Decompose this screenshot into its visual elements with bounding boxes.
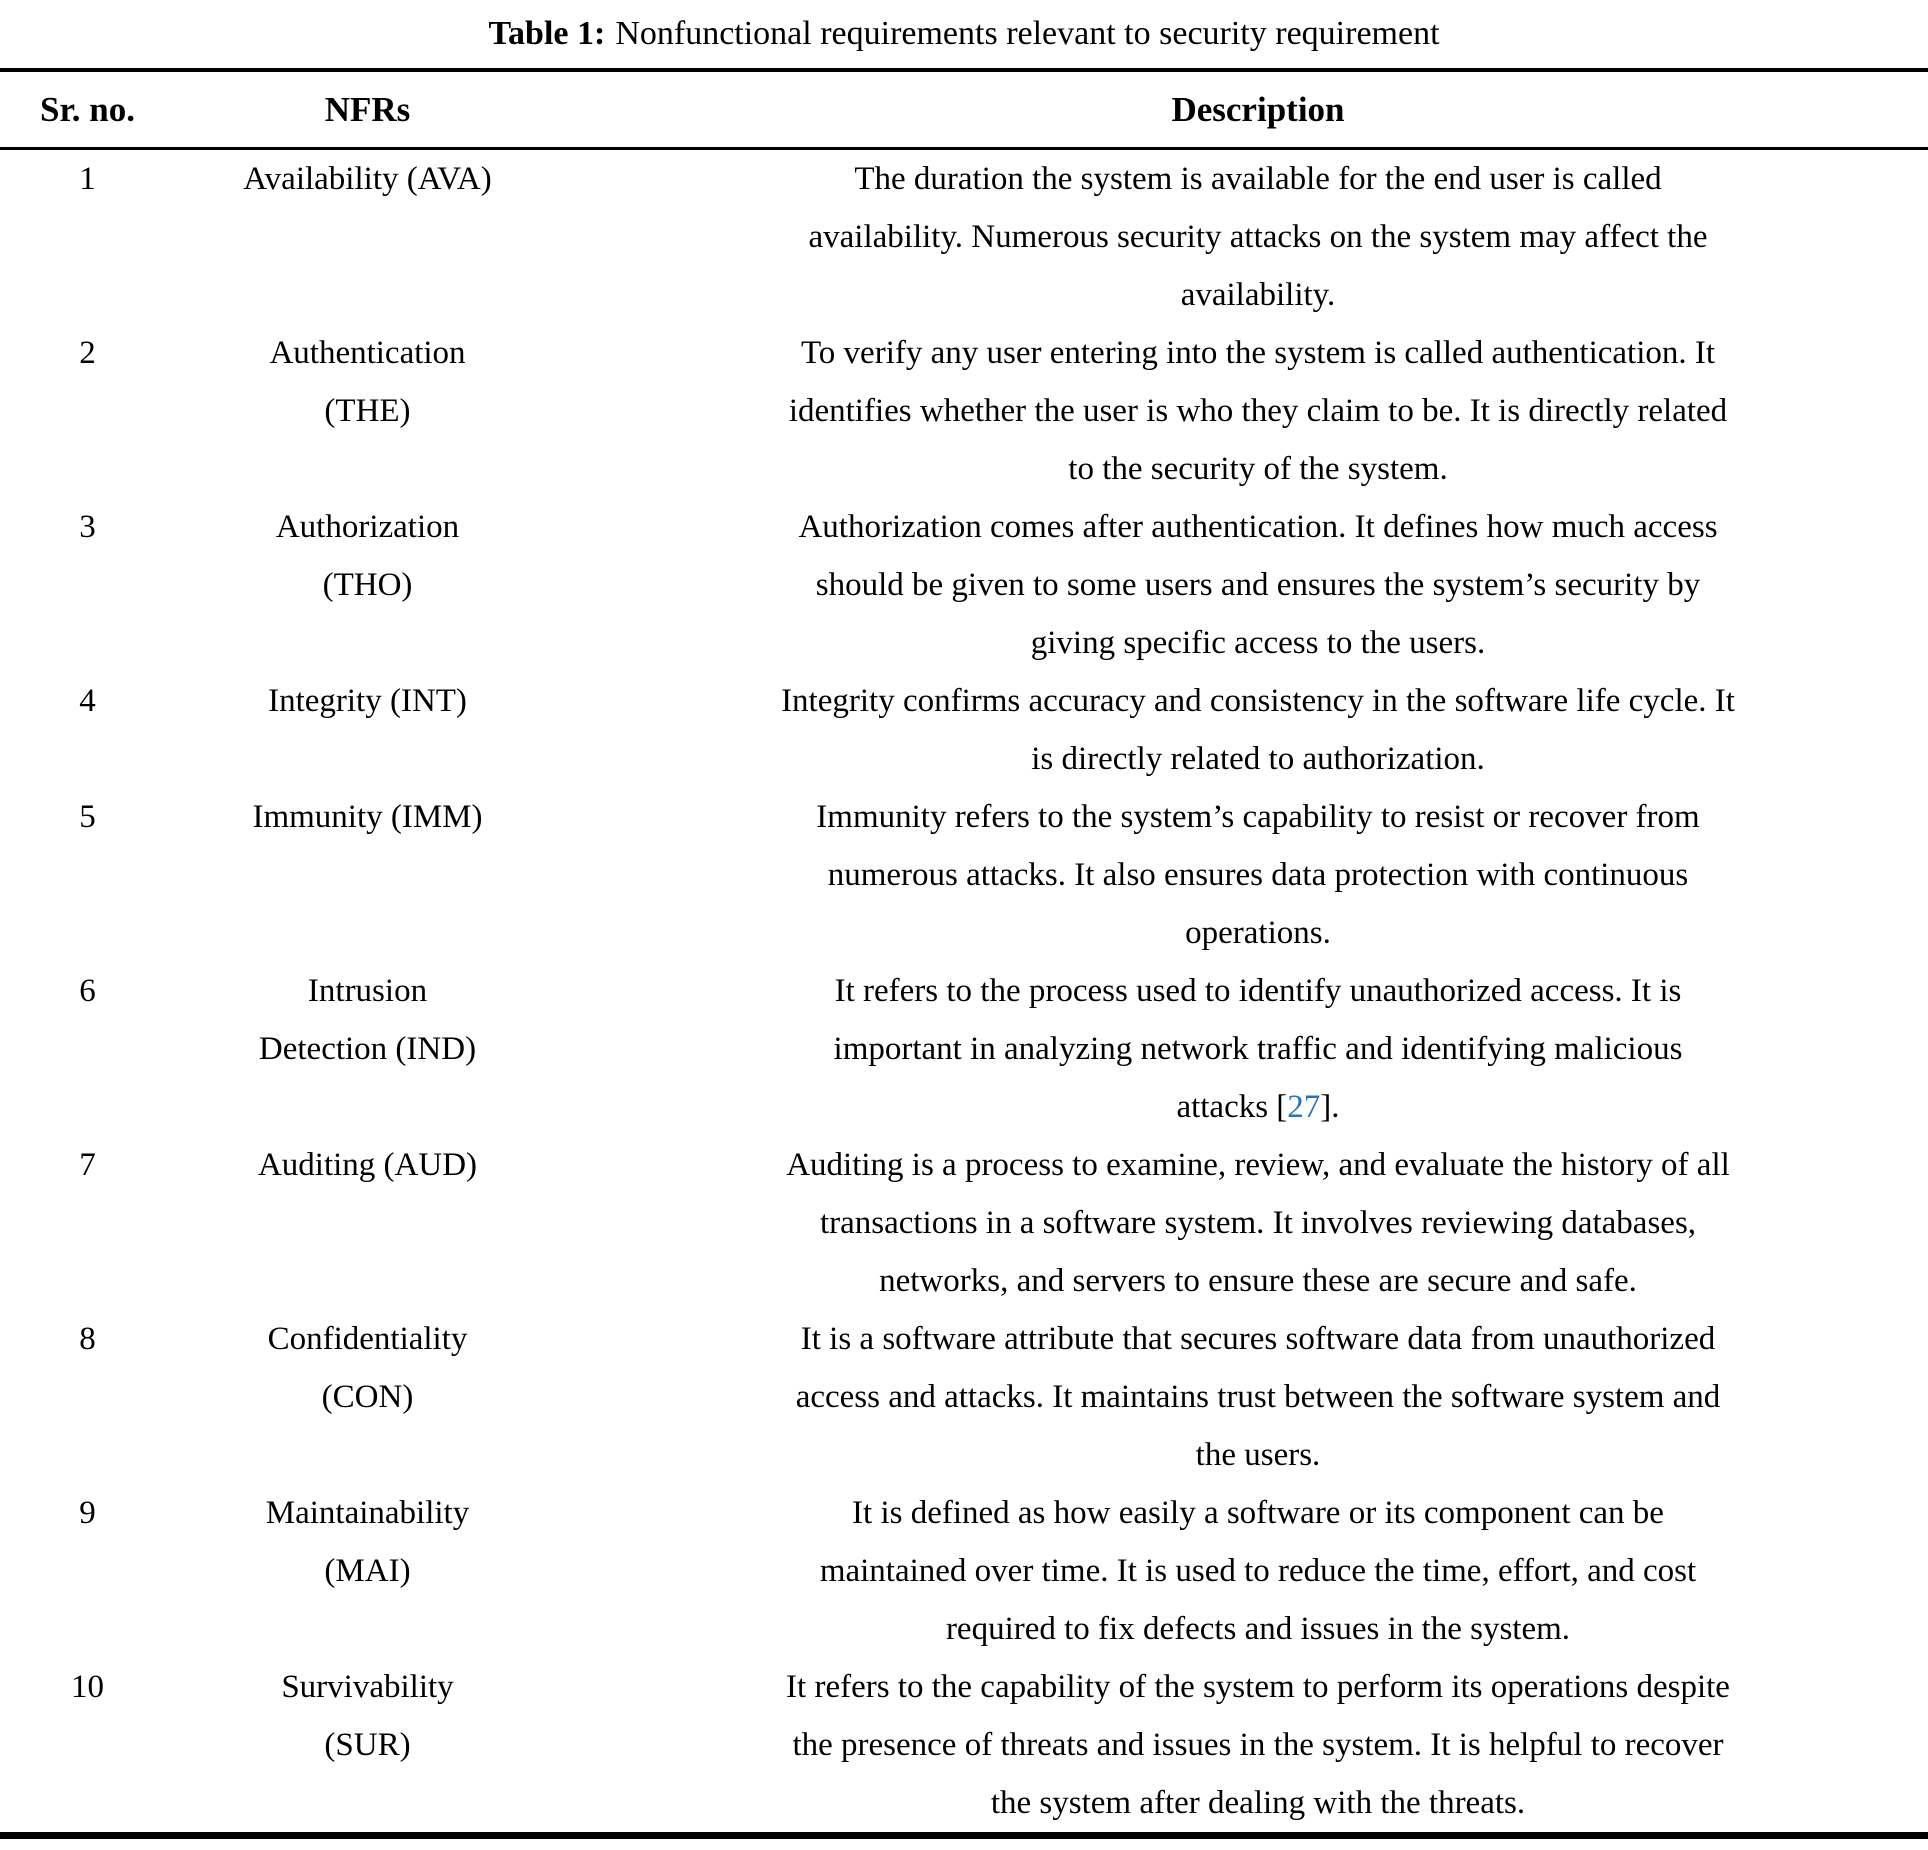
table-row bbox=[0, 498, 1928, 672]
citation-link[interactable]: 27 bbox=[1287, 1089, 1321, 1125]
nfr-text-line: Auditing (AUD) bbox=[257, 1147, 478, 1183]
description-text-line: The duration the system is available for the end user is called bbox=[854, 161, 1662, 197]
description-text-line: To verify any user entering into the system is called authentication. It bbox=[800, 335, 1716, 371]
nfr-text-line: Intrusion bbox=[307, 973, 428, 1009]
description-text-line: availability. bbox=[1180, 277, 1336, 313]
nfr-cell bbox=[175, 1310, 560, 1484]
description-text-line: Auditing is a process to examine, review, and evaluate the history of all bbox=[786, 1147, 1730, 1183]
table-row bbox=[0, 962, 1928, 1136]
nfr-cell bbox=[175, 962, 560, 1136]
description-text-line: maintained over time. It is used to reduce the time, effort, and cost bbox=[819, 1553, 1697, 1589]
sr-no-cell: 10 bbox=[71, 1669, 104, 1705]
nfr-cell bbox=[175, 498, 560, 672]
nfr-text-line: (MAI) bbox=[324, 1553, 411, 1589]
table-row bbox=[0, 788, 1928, 962]
description-cell bbox=[560, 672, 1928, 788]
description-cell bbox=[560, 1658, 1928, 1832]
nfr-text-line: Detection (IND) bbox=[258, 1031, 477, 1067]
description-cell bbox=[560, 788, 1928, 962]
table-row bbox=[0, 324, 1928, 498]
description-text-line: is directly related to authorization. bbox=[1031, 741, 1485, 777]
description-text-line: the presence of threats and issues in the system. It is helpful to recover bbox=[792, 1727, 1724, 1763]
description-text-line: networks, and servers to ensure these are secure and safe. bbox=[879, 1263, 1637, 1299]
table-header-row bbox=[0, 72, 1928, 150]
description-text-line: the users. bbox=[1195, 1437, 1321, 1473]
sr-no-cell: 5 bbox=[79, 799, 96, 835]
table-caption bbox=[0, 0, 1928, 68]
description-text-line: transactions in a software system. It involves reviewing databases, bbox=[819, 1205, 1697, 1241]
sr-no-cell: 4 bbox=[79, 683, 96, 719]
description-text-line: important in analyzing network traffic and identifying malicious bbox=[833, 1031, 1683, 1067]
description-text-line: the system after dealing with the threats. bbox=[990, 1785, 1526, 1821]
description-text-line: It is a software attribute that secures software data from unauthorized bbox=[800, 1321, 1716, 1357]
nfr-cell bbox=[175, 672, 560, 788]
nfr-cell bbox=[175, 1484, 560, 1658]
description-text-line: giving specific access to the users. bbox=[1030, 625, 1486, 661]
description-cell bbox=[560, 962, 1928, 1136]
table-row bbox=[0, 1136, 1928, 1310]
table-row bbox=[0, 1310, 1928, 1484]
nfr-text-line: Authentication bbox=[269, 335, 466, 371]
sr-no-cell: 2 bbox=[79, 335, 96, 371]
nfr-cell bbox=[175, 1658, 560, 1832]
nfr-table bbox=[0, 68, 1928, 1839]
table-row bbox=[0, 672, 1928, 788]
table-body bbox=[0, 150, 1928, 1832]
column-header-description: Description bbox=[1171, 89, 1345, 129]
description-text-line: It refers to the process used to identify unauthorized access. It is bbox=[834, 973, 1682, 1009]
nfr-text-line: Integrity (INT) bbox=[268, 683, 467, 719]
nfr-text-line: (THE) bbox=[324, 393, 411, 429]
table-row bbox=[0, 1484, 1928, 1658]
sr-no-cell: 6 bbox=[79, 973, 96, 1009]
nfr-cell bbox=[175, 324, 560, 498]
nfr-text-line: Authorization bbox=[275, 509, 460, 545]
table-caption-text: Nonfunctional requirements relevant to security requirement bbox=[615, 15, 1440, 52]
nfr-text-line: Maintainability bbox=[265, 1495, 470, 1531]
description-text-line: availability. Numerous security attacks on the system may affect the bbox=[808, 219, 1708, 255]
description-cell bbox=[560, 1484, 1928, 1658]
description-text-line: Authorization comes after authentication. It defines how much access bbox=[798, 509, 1718, 545]
description-cell bbox=[560, 1310, 1928, 1484]
nfr-text-line: (CON) bbox=[321, 1379, 414, 1415]
description-text-line: operations. bbox=[1185, 915, 1331, 951]
description-text-line: to the security of the system. bbox=[1068, 451, 1448, 487]
column-header-nfrs: NFRs bbox=[324, 89, 411, 129]
nfr-text-line: (THO) bbox=[322, 567, 413, 603]
table-caption-label: Table 1: bbox=[488, 15, 606, 52]
sr-no-cell: 3 bbox=[79, 509, 96, 545]
table-row bbox=[0, 150, 1928, 324]
nfr-text-line: Availability (AVA) bbox=[243, 161, 492, 197]
description-text-line: It refers to the capability of the system to perform its operations despite bbox=[786, 1669, 1730, 1705]
description-cell bbox=[560, 498, 1928, 672]
nfr-cell bbox=[175, 150, 560, 324]
description-text-line: access and attacks. It maintains trust between the software system and bbox=[795, 1379, 1721, 1415]
nfr-text-line: Confidentiality bbox=[267, 1321, 468, 1357]
nfr-cell bbox=[175, 1136, 560, 1310]
nfr-text-line: Immunity (IMM) bbox=[252, 799, 483, 835]
nfr-text-line: (SUR) bbox=[324, 1727, 411, 1763]
sr-no-cell: 9 bbox=[79, 1495, 96, 1531]
description-cell bbox=[560, 324, 1928, 498]
description-text-line: Immunity refers to the system’s capability to resist or recover from bbox=[816, 799, 1700, 835]
nfr-cell bbox=[175, 788, 560, 962]
sr-no-cell: 7 bbox=[79, 1147, 96, 1183]
column-header-sr-no: Sr. no. bbox=[39, 89, 135, 129]
description-cell bbox=[560, 1136, 1928, 1310]
description-text-line: numerous attacks. It also ensures data protection with continuous bbox=[827, 857, 1689, 893]
description-text-line: It is defined as how easily a software or its component can be bbox=[852, 1495, 1664, 1531]
description-cell bbox=[560, 150, 1928, 324]
table-row bbox=[0, 1658, 1928, 1832]
description-text-line: identifies whether the user is who they claim to be. It is directly related bbox=[788, 393, 1728, 429]
description-text-line: should be given to some users and ensures the system’s security by bbox=[815, 567, 1701, 603]
sr-no-cell: 8 bbox=[79, 1321, 96, 1357]
description-text-line: attacks [27]. bbox=[1176, 1089, 1340, 1125]
nfr-text-line: Survivability bbox=[281, 1669, 454, 1705]
description-text-line: Integrity confirms accuracy and consistency in the software life cycle. It bbox=[781, 683, 1735, 719]
sr-no-cell: 1 bbox=[79, 161, 96, 197]
description-text-line: required to fix defects and issues in the system. bbox=[945, 1611, 1571, 1647]
